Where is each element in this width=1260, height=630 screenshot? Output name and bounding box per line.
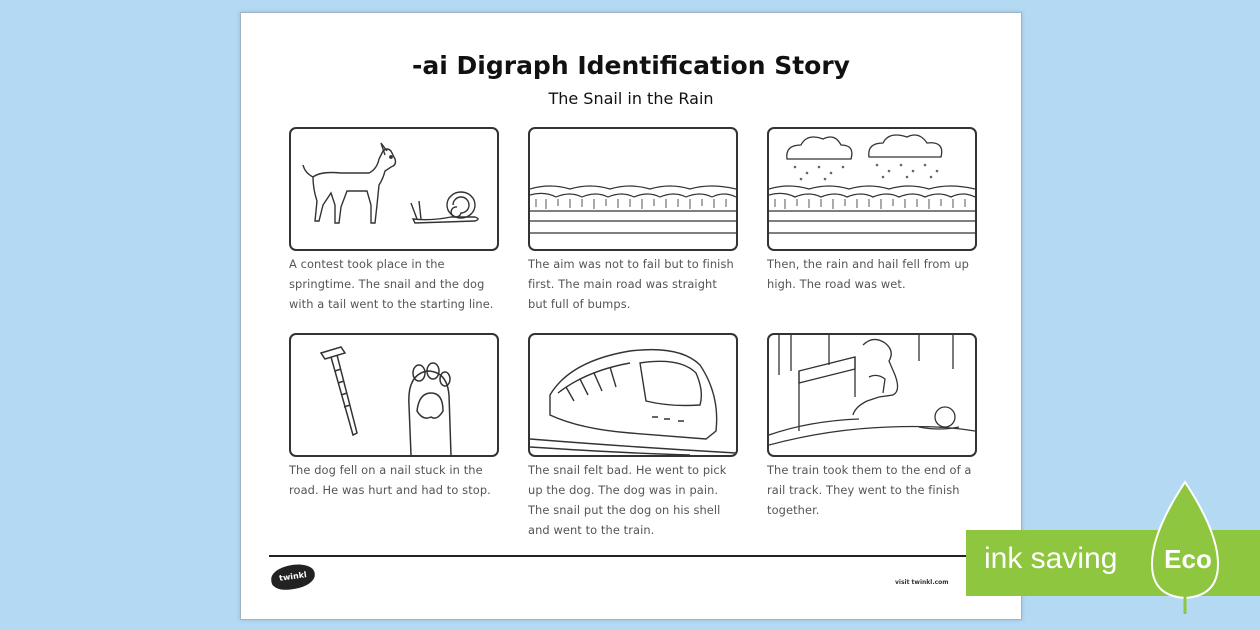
twinkl-logo: twinkl (270, 562, 317, 592)
panel-2-picture-empty-road (528, 127, 738, 251)
eco-leaf-label: Eco (1164, 544, 1212, 574)
panel-6-picture-finish-line (767, 333, 977, 457)
panel-5-picture-train (528, 333, 738, 457)
train-illustration (530, 335, 736, 455)
nail-and-paw-illustration (291, 335, 497, 455)
story-panel-3 (767, 127, 977, 294)
empty-road-illustration (530, 129, 736, 249)
dog-and-snail-illustration (291, 129, 497, 249)
worksheet-page (240, 12, 1022, 620)
story-panel-4 (289, 333, 499, 500)
story-panel-6 (767, 333, 977, 520)
panel-4-caption: The dog fell on a nail stuck in the road. He was hurt and had to stop. (289, 463, 491, 497)
panel-2-caption: The aim was not to fail but to finish first. The main road was straight but full of bumps. (528, 257, 734, 311)
panel-4-picture-nail-and-paw (289, 333, 499, 457)
footer-divider (269, 555, 977, 557)
panel-6-caption: The train took them to the end of a rail track. They went to the finish together. (767, 463, 972, 517)
panel-3-caption: Then, the rain and hail fell from up high. The road was wet. (767, 257, 969, 291)
finish-line-illustration (769, 335, 975, 455)
ink-saving-label: ink saving (984, 542, 1118, 575)
worksheet-subtitle: The Snail in the Rain (548, 89, 714, 108)
worksheet-title: -ai Digraph Identification Story (412, 51, 850, 80)
panel-1-caption: A contest took place in the springtime. The snail and the dog with a tail went to the starting line. (289, 257, 494, 311)
rain-on-road-illustration (769, 129, 975, 249)
panel-5-caption: The snail felt bad. He went to pick up the dog. The dog was in pain. The snail put the dog on his shell and went to the train. (528, 463, 727, 537)
panel-1-picture-dog-and-snail (289, 127, 499, 251)
footer-site-text: visit twinkl.com (895, 579, 949, 586)
story-panel-2 (528, 127, 738, 314)
story-panel-1 (289, 127, 499, 314)
panel-3-picture-rain-on-road (767, 127, 977, 251)
story-panel-5 (528, 333, 738, 540)
